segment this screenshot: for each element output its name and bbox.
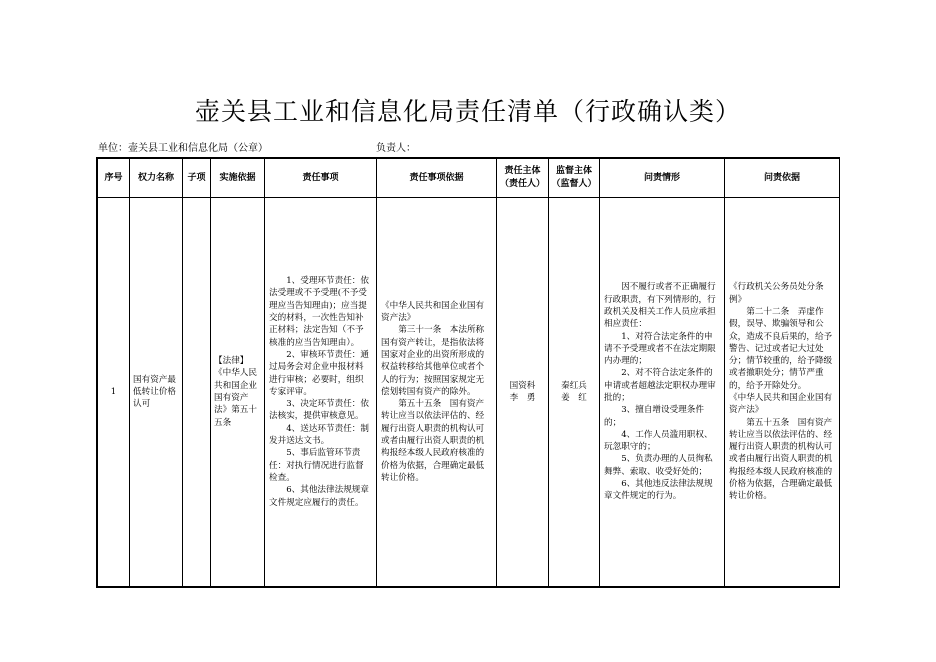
header-supervisor	[549, 159, 600, 198]
duty-item: 3、决定环节责任：依法核实，提供审核意见。	[269, 399, 369, 422]
duty-basis-source: 《中华人民共和国企业国有资产法》	[381, 300, 485, 324]
header-accountability: 问责情形	[600, 159, 725, 198]
duty-basis-article: 第三十一条 本法所称国有资产转让，是指依法将国家对企业的出资所形成的权益转移给其他单位或者个人的行为；按照国家规定无偿划转国有资产的除外。	[381, 325, 485, 397]
duty-item: 6、其他法律法规规章文件规定应履行的责任。	[269, 485, 369, 508]
header-duty-basis: 责任事项依据	[377, 159, 497, 198]
cell-accountability-basis	[725, 198, 840, 587]
accountability-item: 1、对符合法定条件的申请不予受理或者不在法定期限内办理的；	[604, 331, 716, 367]
cell-subject	[497, 198, 549, 587]
page-title: 壶关县工业和信息化局责任清单（行政确认类）	[194, 97, 741, 126]
supervisor-person: 姜 红	[561, 393, 587, 403]
cell-supervisor	[549, 198, 600, 587]
acc-basis-article-2: 第五十五条 国有资产转让应当以依法评估的、经履行出资人职责的机构认可或者由履行出资人职责的机构报经本级人民政府核准的价格为依据，合理确定最低转让价格。	[729, 417, 833, 502]
accountability-item: 5、负责办理的人员徇私舞弊、索取、收受好处的；	[604, 454, 713, 477]
header-power-name: 权力名称	[130, 159, 183, 198]
header-supervisor-line1: 监督主体	[555, 166, 592, 176]
cell-seq: 1	[98, 198, 130, 587]
cell-accountability	[600, 198, 725, 587]
header-subject	[497, 159, 549, 198]
header-row	[98, 159, 840, 198]
duty-item: 4、送达环节责任：制发并送达文书。	[269, 423, 369, 447]
cell-sub-item	[183, 198, 211, 587]
header-subject-line2: （责任人）	[499, 179, 545, 189]
header-subject-line1: 责任主体	[504, 166, 541, 176]
duty-item: 2、审核环节责任：通过局务会对企业申报材料进行审核；必要时，组织专家评审。	[269, 349, 369, 397]
header-duty: 责任事项	[265, 159, 377, 198]
cell-power-name: 国有资产最低转让价格认可	[130, 198, 183, 587]
header-basis: 实施依据	[211, 159, 265, 198]
accountability-item: 4、工作人员滥用职权、玩忽职守的；	[604, 429, 713, 453]
responsible-label: 负责人：	[376, 143, 416, 154]
subject-person: 李 勇	[509, 393, 536, 403]
header-seq: 序号	[98, 159, 130, 198]
unit-label: 单位：壶关县工业和信息化局（公章）	[98, 143, 268, 154]
subject-dept: 国资科	[509, 380, 536, 391]
duty-basis-article: 第五十五条 国有资产转让应当以依法评估的、经履行出资人职责的机构认可或者由履行出资人职责的机构报经本级人民政府核准的价格为依据，合理确定最低转让价格。	[381, 399, 485, 483]
responsibility-table	[97, 158, 840, 587]
acc-basis-source-1: 《行政机关公务员处分条例》	[729, 282, 824, 305]
accountability-item: 3、擅自增设受理条件的；	[604, 405, 704, 428]
supervisor-name: 秦红兵	[561, 380, 587, 391]
cell-duty	[265, 198, 377, 587]
accountability-intro: 因不履行或者不正确履行行政职责，有下列情形的，行政机关及相关工作人员应承担相应责任：	[604, 282, 716, 330]
accountability-item: 6、其他违反法律法规规章文件规定的行为。	[604, 479, 713, 502]
header-sub-item: 子项	[183, 159, 211, 198]
accountability-item: 2、对不符合法定条件的申请或者超越法定职权办理审批的；	[604, 368, 716, 403]
acc-basis-article-1: 第二十二条 弄虚作假，误导、欺骗领导和公众，造成不良后果的，给予警告、记过或者记大过处分；情节较重的，给予降级或者撤职处分；情节严重的，给予开除处分。	[729, 306, 833, 391]
cell-basis: 【法律】《中华人民共和国企业国有资产法》第五十五条	[211, 198, 265, 587]
duty-item: 1、受理环节责任：依法受理或不予受理(不予受理应当告知理由)；应当提交的材料，一次性告知补正材料；法定告知（不予核准的应当告知理由）。	[269, 276, 369, 348]
table-row	[98, 198, 840, 587]
cell-duty-basis	[377, 198, 497, 587]
header-supervisor-line2: （监督人）	[551, 179, 597, 189]
acc-basis-source-2: 《中华人民共和国企业国有资产法》	[729, 393, 833, 416]
duty-item: 5、事后监管环节责任：对执行情况进行监督检查。	[269, 448, 364, 483]
header-accountability-basis: 问责依据	[725, 159, 840, 198]
